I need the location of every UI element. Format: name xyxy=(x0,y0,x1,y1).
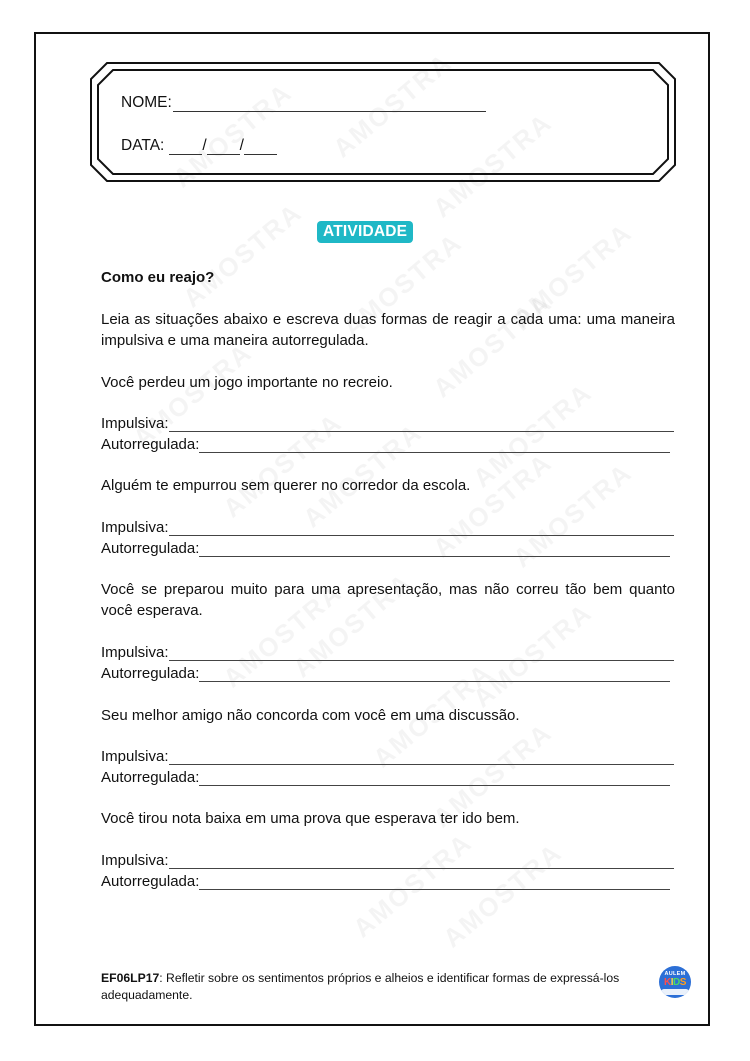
curriculum-description: : Refletir sobre os sentimentos próprios e alheios e identificar formas de expressá-los adequadamente. xyxy=(101,971,620,1002)
situation-1-text: Você perdeu um jogo importante no recreio. xyxy=(101,374,393,391)
publisher-logo-icon xyxy=(659,966,691,998)
activity-badge: ATIVIDADE xyxy=(317,221,413,243)
situation-5-impulsive-answer[interactable] xyxy=(101,849,674,869)
name-label: NOME: xyxy=(121,94,172,111)
curriculum-footnote xyxy=(101,970,631,1004)
date-month-input[interactable] xyxy=(207,137,240,155)
situation-2-self-regulated-answer[interactable] xyxy=(101,537,670,557)
situation-4-text: Seu melhor amigo não concorda com você em uma discussão. xyxy=(101,707,520,724)
date-day-input[interactable] xyxy=(169,137,202,155)
date-year-input[interactable] xyxy=(244,137,277,155)
self-regulated-label: Autorregulada: xyxy=(101,769,200,786)
logo-kids-text xyxy=(659,977,691,988)
impulsive-label: Impulsiva: xyxy=(101,748,169,765)
self-regulated-answer-line[interactable] xyxy=(199,540,670,557)
situation-4-impulsive-answer[interactable] xyxy=(101,745,674,765)
date-separator: / xyxy=(239,137,244,154)
situation-1-self-regulated-answer[interactable] xyxy=(101,433,670,453)
impulsive-label: Impulsiva: xyxy=(101,644,169,661)
logo-letter: K xyxy=(664,977,671,988)
situation-3-self-regulated-answer[interactable] xyxy=(101,662,670,682)
activity-title: Como eu reajo? xyxy=(101,269,215,286)
situation-5-text: Você tirou nota baixa em uma prova que esperava ter ido bem. xyxy=(101,810,520,827)
logo-letter: I xyxy=(670,977,674,988)
impulsive-label: Impulsiva: xyxy=(101,852,169,869)
self-regulated-answer-line[interactable] xyxy=(199,769,670,786)
impulsive-answer-line[interactable] xyxy=(169,748,674,765)
impulsive-answer-line[interactable] xyxy=(169,852,674,869)
activity-instructions: Leia as situações abaixo e escreva duas formas de reagir a cada uma: uma maneira impulsiva e uma maneira autorregulada. xyxy=(101,311,675,349)
self-regulated-label: Autorregulada: xyxy=(101,540,200,557)
impulsive-answer-line[interactable] xyxy=(169,415,674,432)
logo-letter: D xyxy=(673,977,680,988)
situation-1-impulsive-answer[interactable] xyxy=(101,412,674,432)
situation-4-self-regulated-answer[interactable] xyxy=(101,766,670,786)
self-regulated-answer-line[interactable] xyxy=(199,873,670,890)
impulsive-answer-line[interactable] xyxy=(169,519,674,536)
curriculum-code: EF06LP17 xyxy=(101,971,160,985)
logo-cloud-shape xyxy=(661,989,689,995)
name-field[interactable] xyxy=(121,94,486,112)
situation-5-self-regulated-answer[interactable] xyxy=(101,870,670,890)
situation-2-text: Alguém te empurrou sem querer no corredor da escola. xyxy=(101,477,471,494)
date-field[interactable] xyxy=(121,137,277,155)
octagon-frame xyxy=(90,62,676,182)
situation-3-impulsive-answer[interactable] xyxy=(101,641,674,661)
impulsive-label: Impulsiva: xyxy=(101,519,169,536)
self-regulated-label: Autorregulada: xyxy=(101,436,200,453)
self-regulated-label: Autorregulada: xyxy=(101,665,200,682)
self-regulated-answer-line[interactable] xyxy=(199,436,670,453)
impulsive-answer-line[interactable] xyxy=(169,644,674,661)
name-input-line[interactable] xyxy=(173,94,486,112)
logo-top-text: AULEM xyxy=(664,971,686,977)
self-regulated-label: Autorregulada: xyxy=(101,873,200,890)
self-regulated-answer-line[interactable] xyxy=(199,665,670,682)
impulsive-label: Impulsiva: xyxy=(101,415,169,432)
situation-3-text: Você se preparou muito para uma apresentação, mas não correu tão bem quanto você esperava. xyxy=(101,581,675,619)
logo-letter: S xyxy=(679,977,686,988)
date-separator: / xyxy=(202,137,207,154)
situation-2-impulsive-answer[interactable] xyxy=(101,516,674,536)
date-label: DATA: xyxy=(121,137,165,154)
student-info-box xyxy=(90,62,676,182)
